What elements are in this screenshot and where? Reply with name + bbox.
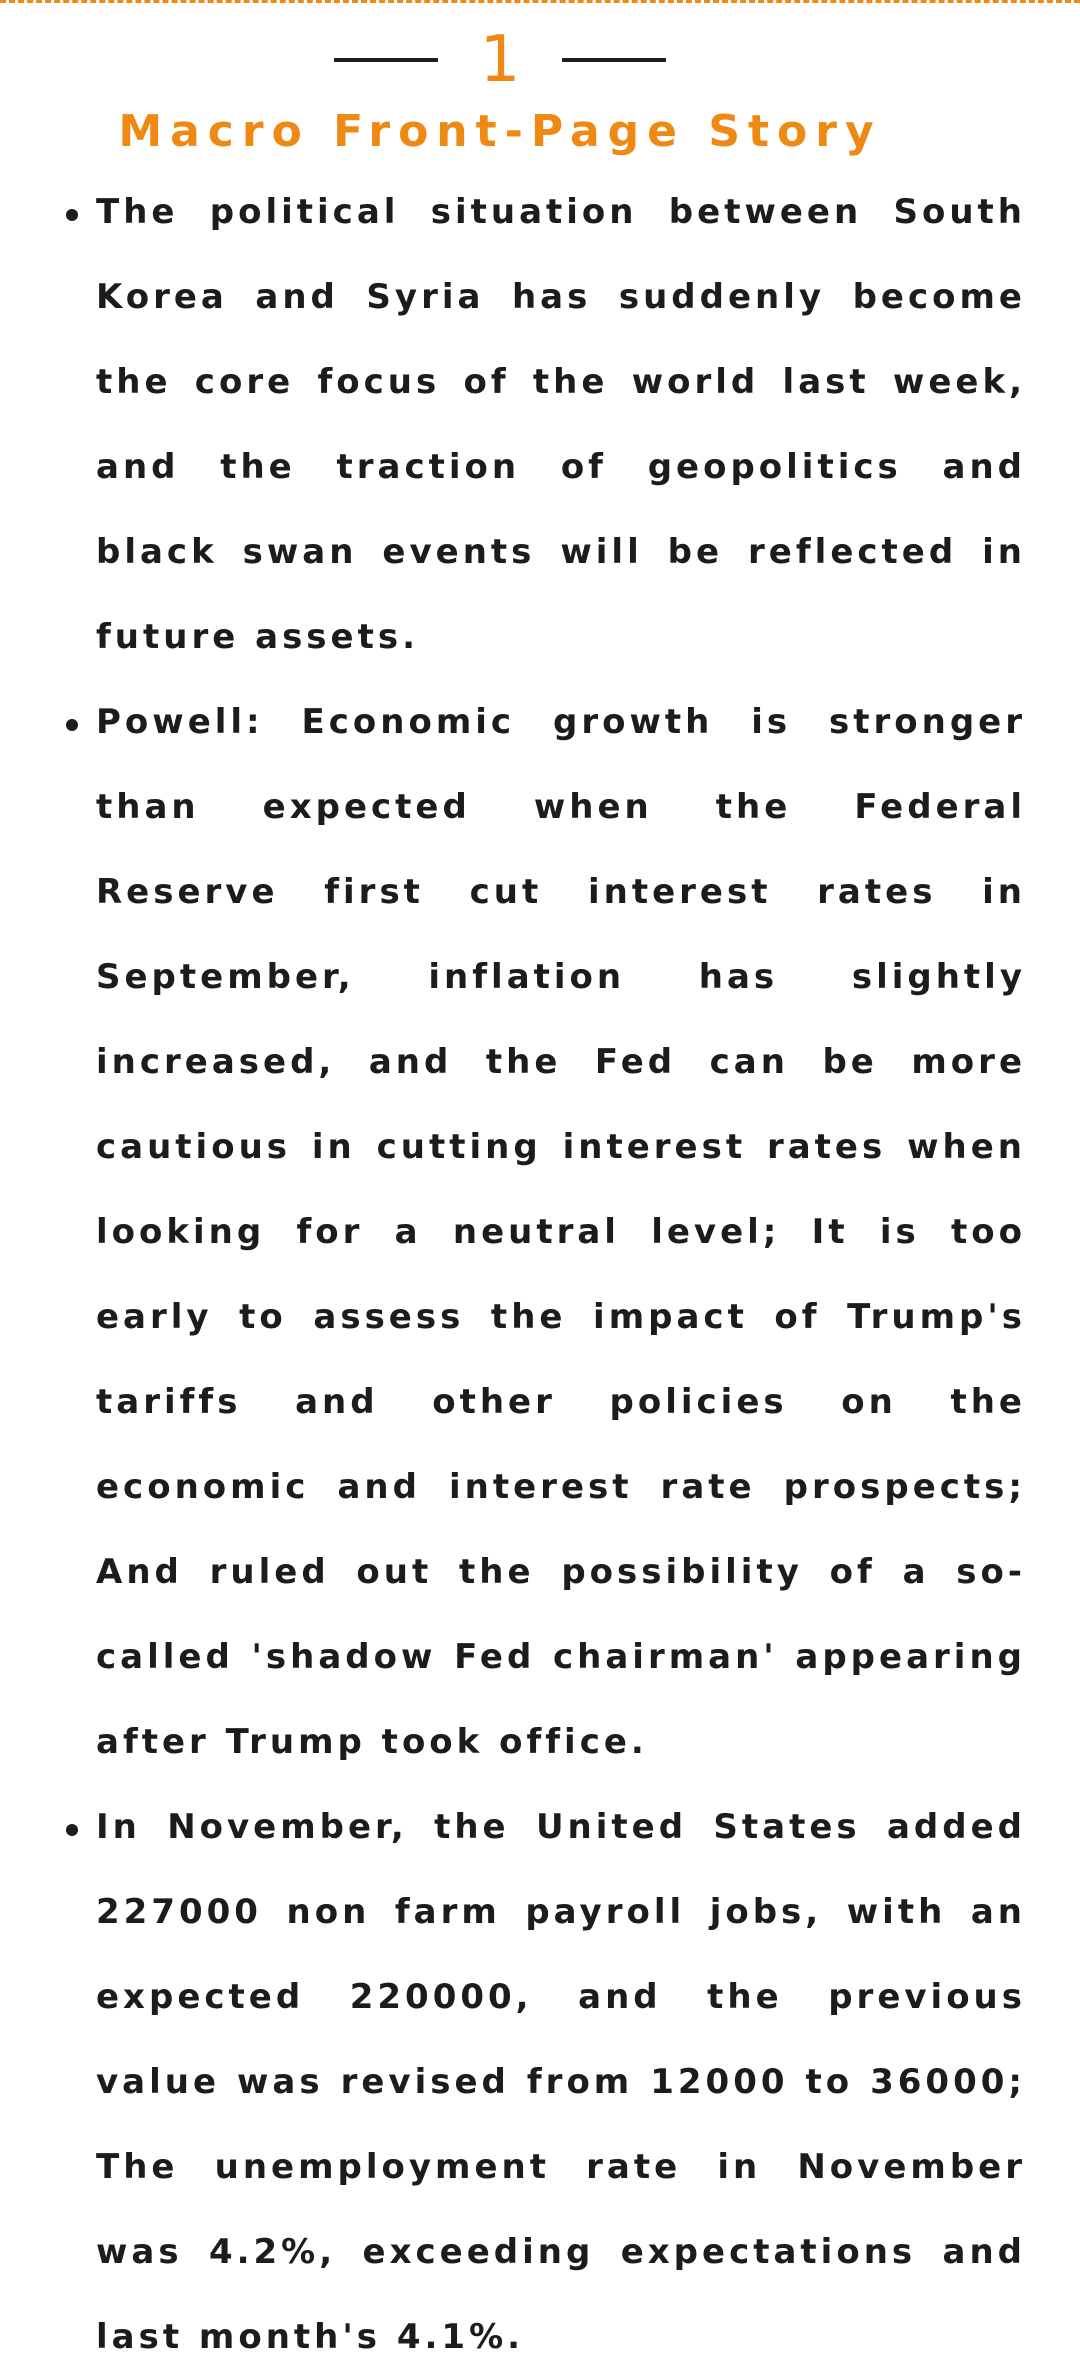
top-dashed-border: [0, 0, 1080, 3]
news-bullet-list: [0, 170, 1080, 2380]
news-bullet-item: [96, 170, 1026, 680]
left-dash-decoration: [334, 58, 438, 62]
news-bullet-item: [96, 680, 1026, 1785]
bullet-dot-icon: [66, 209, 78, 221]
bullet-dot-icon: [66, 719, 78, 731]
section-title: Macro Front-Page Story: [118, 106, 882, 157]
news-bullet-text: The political situation between South Korea and Syria has suddenly become the core focus of the world last week, and the traction of geopolitics and black swan events will be reflected in future assets.: [96, 192, 1026, 657]
section-number: 1: [479, 23, 521, 97]
news-bullet-item: [96, 1785, 1026, 2380]
news-bullet-text: Powell: Economic growth is stronger than expected when the Federal Reserve first cut interest rates in September, inflation has slightly increased, and the Fed can be more cautious in cutting interest rates when looking for a neutral level; It is too early to assess the impact of Trump's tariffs and other policies on the economic and interest rate prospects; And ruled out the possibility of a so-called 'shadow Fed chairman' appearing after Trump took office.: [96, 702, 1026, 1762]
right-dash-decoration: [562, 58, 666, 62]
news-bullet-text: In November, the United States added 227000 non farm payroll jobs, with an expected 220000, and the previous value was revised from 12000 to 36000; The unemployment rate in November was 4.2%, exceeding expectations and last month's 4.1%.: [96, 1807, 1026, 2357]
section-header: [0, 20, 1000, 100]
bullet-dot-icon: [66, 1824, 78, 1836]
